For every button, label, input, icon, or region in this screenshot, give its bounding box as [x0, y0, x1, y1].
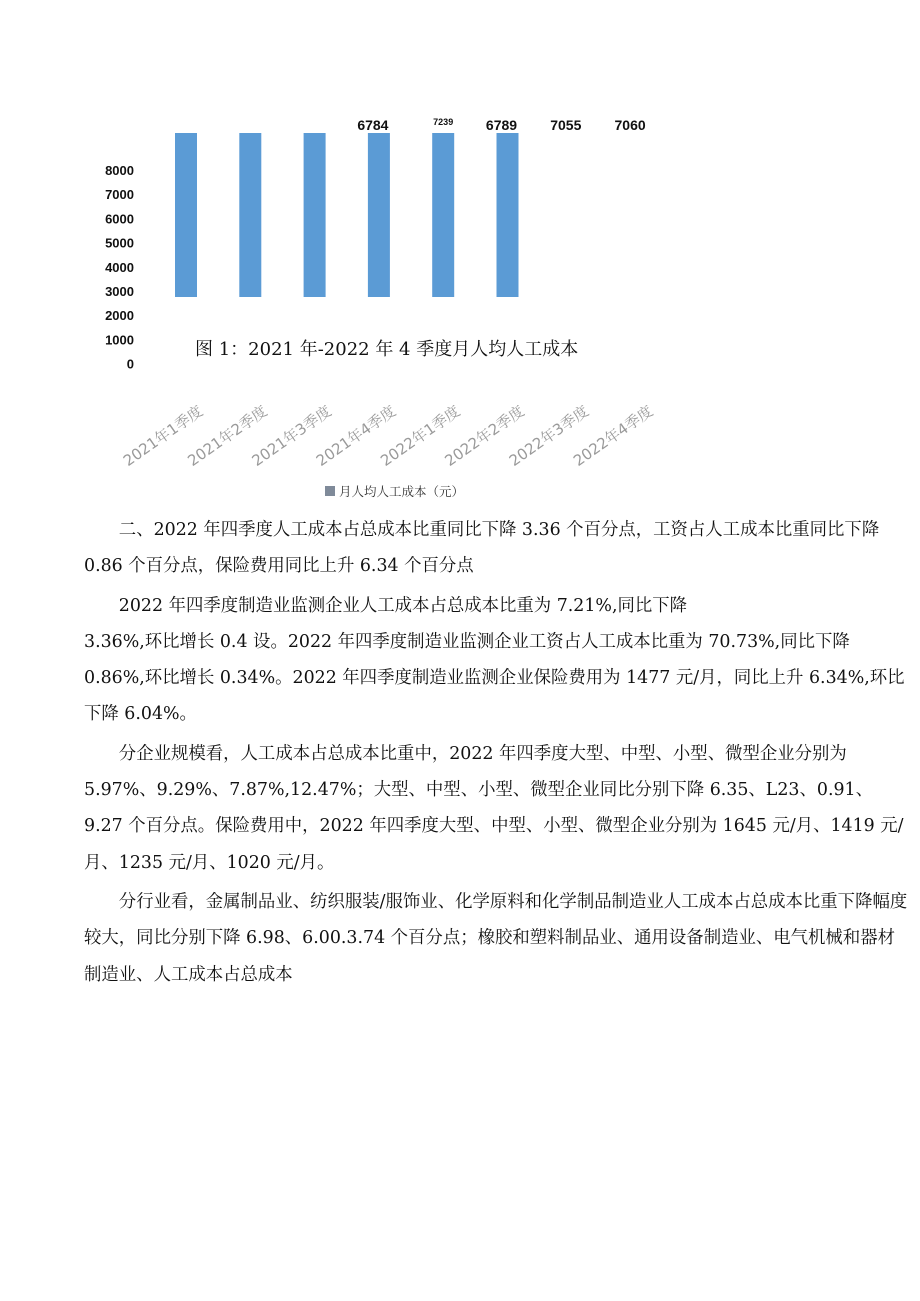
- paragraph-overview-line1: 2022 年四季度制造业监测企业人工成本占总成本比重为 7.21%,同比下降: [118, 595, 688, 616]
- bar-3: [304, 133, 326, 297]
- section-heading-paragraph: 二、2022 年四季度人工成本占总成本比重同比下降 3.36 个百分点，工资占人工成本比重同比下降 0.86 个百分点，保险费用同比上升 6.34 个百分点: [84, 520, 880, 577]
- x-category-label: 2021年4季度: [312, 401, 400, 470]
- bar-5: [432, 133, 454, 297]
- bar-chart: [0, 0, 920, 510]
- x-category-label: 2022年2季度: [441, 401, 528, 470]
- data-label: 6789: [485, 117, 518, 133]
- bar-6: [497, 133, 519, 297]
- data-label: 7060: [614, 117, 646, 133]
- paragraph-enterprise-size: 分企业规模看，人工成本占总成本比重中，2022 年四季度大型、中型、小型、微型企业分别为 5.97%、9.29%、7.87%,12.47%；大型、中型、小型、微型企业同比分别下降 6.35、L23、0.91、9.27 个百分点。保险费用中，2022 年四季度大型、中型、小型、微型企业分别为 1645 元/月、1419 元/月、1235 元/月、1020 元/月。: [84, 743, 904, 873]
- legend-label: 月人均人工成本（元）: [339, 484, 465, 499]
- x-category-label: 2022年1季度: [377, 401, 464, 470]
- bar-2: [239, 133, 261, 297]
- x-category-label: 2021年3季度: [248, 401, 335, 470]
- y-tick-label: 6000: [105, 211, 134, 227]
- y-tick-label: 0: [126, 356, 134, 372]
- body-text: [84, 512, 910, 993]
- x-category-label: 2021年2季度: [184, 401, 271, 470]
- x-category-label: 2022年4季度: [570, 401, 657, 470]
- data-label: 7055: [550, 117, 582, 133]
- y-tick-label: 5000: [105, 235, 134, 251]
- bar-4: [368, 133, 390, 297]
- legend-swatch: [325, 486, 335, 496]
- y-tick-label: 8000: [105, 163, 134, 178]
- x-category-label: 2022年3季度: [505, 401, 593, 470]
- y-tick-label: 4000: [105, 259, 134, 275]
- data-label: 7239: [433, 117, 454, 127]
- x-category-label: 2021年1季度: [119, 401, 207, 470]
- figure-caption: 图 1：2021 年-2022 年 4 季度月人均人工成本: [195, 339, 579, 360]
- y-tick-label: 7000: [105, 187, 134, 203]
- bar-1: [175, 133, 197, 297]
- y-tick-label: 2000: [105, 308, 134, 324]
- y-tick-label: 3000: [105, 284, 134, 299]
- paragraph-industry: 分行业看，金属制品业、纺织服装/服饰业、化学原料和化学制品制造业人工成本占总成本比重下降幅度较大，同比分别下降 6.98、6.00.3.74 个百分点；橡胶和塑料制品业、通用设备制造业、电气机械和器材制造业、人工成本占总成本: [84, 891, 908, 985]
- data-label: 6784: [357, 117, 389, 133]
- y-tick-label: 1000: [105, 332, 134, 348]
- paragraph-overview-cont: 3.36%,环比增长 0.4 设。2022 年四季度制造业监测企业工资占人工成本比重为 70.73%,同比下降 0.86%,环比增长 0.34%。2022 年四季度制造业监测企业保险费用为 1477 元/月，同比上升 6.34%,环比下降 6.04%。: [84, 631, 905, 725]
